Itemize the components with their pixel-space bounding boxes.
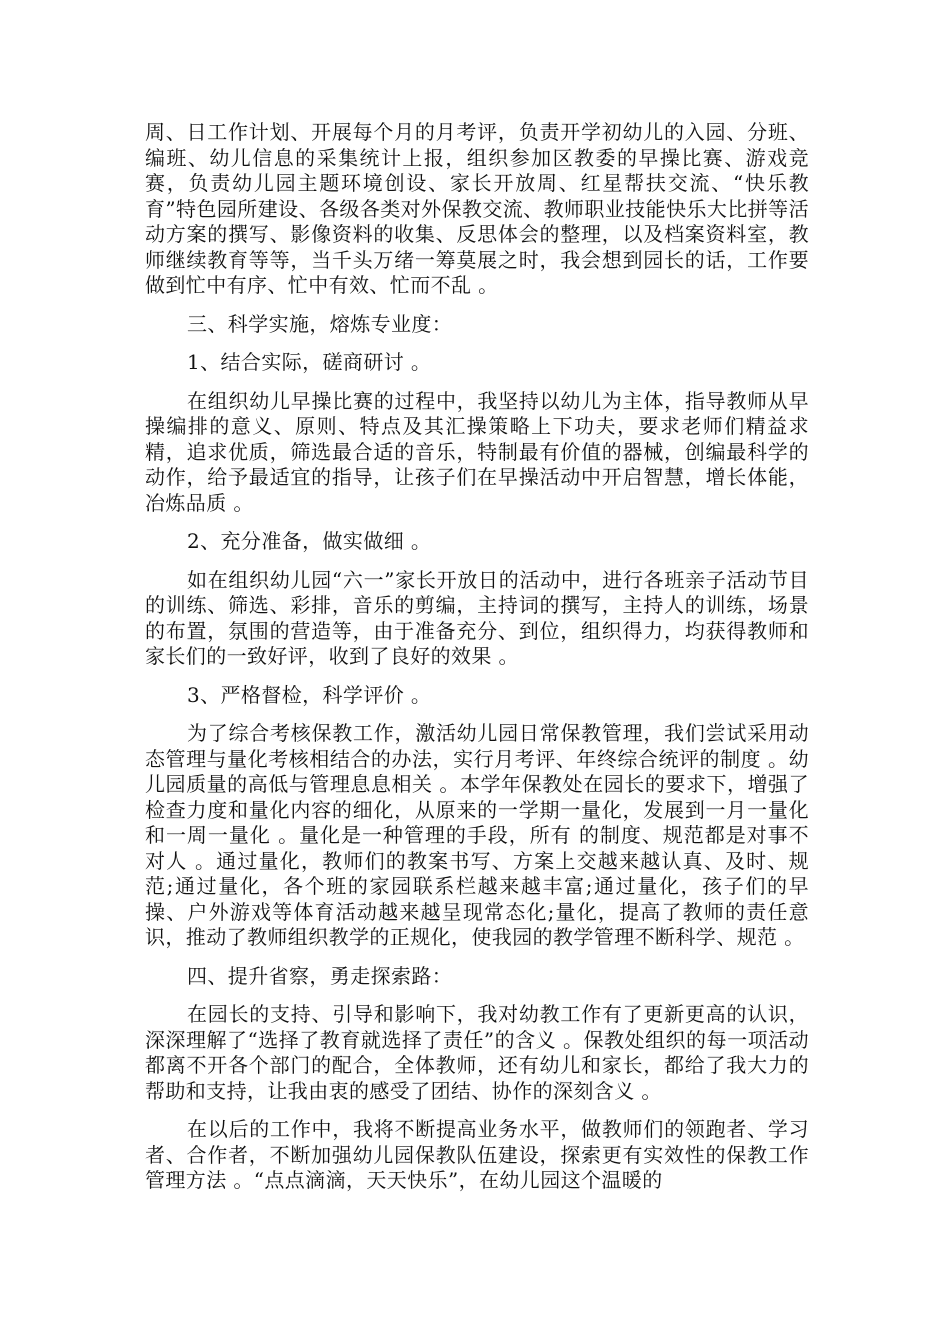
subsection-heading: 1、结合实际，磋商研讨 。 xyxy=(187,350,432,374)
body-paragraph: 在园长的支持、引导和影响下，我对幼教工作有了更新更高的认识，深深理解了“选择了教育就选择了责任”的含义 。保教处组织的每一项活动都离不开各个部门的配合，全体教师，还有幼儿和家长，都给了我大力的帮助和支持，让我由衷的感受了团结、协作的深刻含义 。 xyxy=(145,1002,809,1103)
body-paragraph: 如在组织幼儿园“六一”家长开放日的活动中，进行各班亲子活动节目的训练、筛选、彩排，音乐的剪编，主持词的撰写，主持人的训练，场景的布置，氛围的营造等，由于准备充分、到位，组织得力，均获得教师和家长们的一致好评，收到了良好的效果 。 xyxy=(145,567,809,668)
body-paragraph: 在以后的工作中，我将不断提高业务水平，做教师们的领跑者、学习者、合作者，不断加强幼儿园保教队伍建设，探索更有实效性的保教工作管理方法 。“点点滴滴，天天快乐”，在幼儿园这个温暖的 xyxy=(145,1117,809,1192)
body-paragraph: 在组织幼儿早操比赛的过程中，我坚持以幼儿为主体，指导教师从早操编排的意义、原则、特点及其汇操策略上下功夫，要求老师们精益求精，追求优质，筛选最合适的音乐，特制最有价值的器械，创编最科学的动作，给予最适宜的指导，让孩子们在早操活动中开启智慧，增长体能，冶炼品质 。 xyxy=(145,388,809,515)
section-heading: 四、提升省察，勇走探索路： xyxy=(187,963,453,988)
section-heading: 三、科学实施，熔炼专业度： xyxy=(187,311,453,336)
subsection-heading: 2、充分准备，做实做细 。 xyxy=(187,529,432,553)
body-paragraph: 为了综合考核保教工作，激活幼儿园日常保教管理，我们尝试采用动态管理与量化考核相结合的办法，实行月考评、年终综合统评的制度 。幼儿园质量的高低与管理息息相关 。本学年保教处在园长的要求下，增强了检查力度和量化内容的细化，从原来的一学期一量化，发展到一月一量化和一周一量化 。量化是一种管理的手段，所有 的制度、规范都是对事不对人 。通过量化，教师们的教案书写、方案上交越来越认真、及时、规范;通过量化，各个班的家园联系栏越来越丰富;通过量化，孩子们的早操、户外游戏等体育活动越来越呈现常态化;量化，提高了教师的责任意识，推动了教师组织教学的正规化，使我园的教学管理不断科学、规范 。 xyxy=(145,721,809,949)
body-paragraph: 周、日工作计划、开展每个月的月考评，负责开学初幼儿的入园、分班、编班、幼儿信息的采集统计上报，组织参加区教委的早操比赛、游戏竞赛，负责幼儿园主题环境创设、家长开放周、红星帮扶交流、“快乐教育”特色园所建设、各级各类对外保教交流、教师职业技能快乐大比拼等活动方案的撰写、影像资料的收集、反思体会的整理，以及档案资料室，教师继续教育等等，当千头万绪一筹莫展之时，我会想到园长的话，工作要做到忙中有序、忙中有效、忙而不乱 。 xyxy=(145,120,809,297)
subsection-heading: 3、严格督检，科学评价 。 xyxy=(187,682,432,707)
document-body xyxy=(145,120,809,1207)
